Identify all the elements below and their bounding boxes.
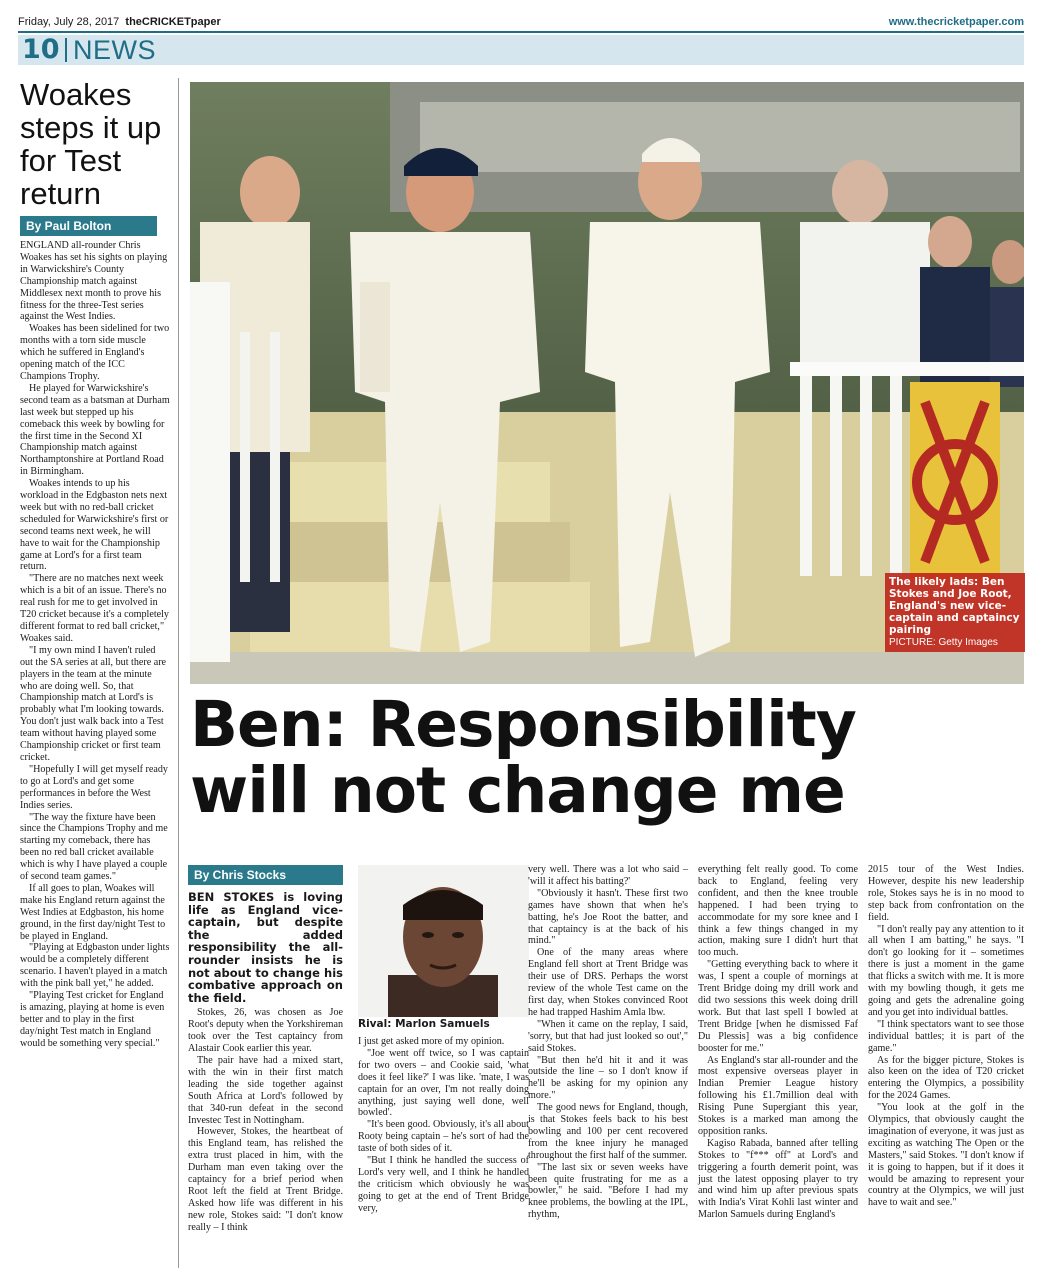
photo-credit: PICTURE: Getty Images: [889, 637, 998, 648]
paragraph: "Playing at Edgbaston under lights would be a completely different scenario. I haven't played in a match with the pink ball yet," he added.: [20, 942, 170, 990]
paragraph: "Joe went off twice, so I was captain for two overs – and Cookie said, 'what does it feel like?' I was like. 'mate, I was captain for an over, I'm not really doing anything, just saying well done, well bowled'.: [358, 1047, 529, 1119]
paragraph: Stokes, 26, was chosen as Joe Root's deputy when the Yorkshireman took over the Test captaincy from Alastair Cook earlier this year.: [188, 1007, 343, 1055]
page-number: 10: [22, 34, 60, 65]
sidebar-body: [20, 240, 170, 1050]
paragraph: "But I think he handled the success of Lord's very well, and I think he handled the criticism which obviously he was going to get at the end of Trent Bridge very,: [358, 1155, 529, 1214]
paragraph: everything felt really good. To come back to England, feeling very confident, and then the knee trouble happened. I had been trying to accommodate for my sore knee and I think a few things changed in my action, making sure I didn't hurt that too much.: [698, 864, 858, 959]
section-divider: [65, 38, 67, 62]
paragraph: As England's star all-rounder and the most expensive overseas player in Indian Premier League history following his £1.7million deal with Rising Pune Supergiant this year, Stokes is a marked man among the opposition ranks.: [698, 1054, 858, 1137]
paragraph: "I my own mind I haven't ruled out the SA series at all, but there are players in the team at the minute who are doing well. So, that Championship match at Lord's is probably what I'm looking towards. You don't just walk back into a Test team without having played some Championship cricket or first team cricket.: [20, 644, 167, 763]
paragraph: "I don't really pay any attention to it all when I am batting," he says. "I don't go looking for it – sometimes there is just a moment in the game that flicks a switch with me. It is more with my bowling though, it gets me going and gets the adrenaline going and you get into individual battles.: [868, 923, 1024, 1018]
publication-name: theCRICKETpaper: [125, 16, 221, 28]
sidebar-headline: Woakes steps it up for Test return: [20, 77, 162, 211]
inset-caption: Rival: Marlon Samuels: [358, 1018, 490, 1030]
paragraph: "There are no matches next week which is a bit of an issue. There's no real rush for me to get involved in T20 cricket because it's a completely different format to red ball cricket," Woakes said.: [20, 573, 169, 644]
paragraph: Woakes intends to up his workload in the Edgbaston nets next week but with no red-ball cricket scheduled for Warwickshire's first or second teams next week, he will have to wait for the Championship game at Lord's for a first team return.: [20, 478, 169, 573]
paragraph: 2015 tour of the West Indies. However, despite his new leadership role, Stokes says he is in no mood to step back from confrontation on the field.: [868, 864, 1024, 923]
main-byline: By Chris Stocks: [188, 865, 343, 885]
paragraph: Woakes has been sidelined for two months with a torn side muscle which he suffered in England's opening match of the ICC Champions Trophy.: [20, 323, 170, 382]
headline-line-2: will not change me: [190, 754, 845, 827]
paragraph: "The last six or seven weeks have been quite frustrating for me as a bowler," he said. "Before I had my knee problems, the bowling at the IPL, rhythm,: [528, 1161, 688, 1221]
paragraph: "Getting everything back to where it was, I spent a couple of mornings at Trent Bridge doing my drill work and did two sessions this week doing drill work. But that last spell I bowled at Trent Bridge [when he dismissed Faf Du Plessis] was a big confidence booster for me.": [698, 959, 858, 1054]
paragraph: If all goes to plan, Woakes will make his England return against the West Indies at Edgbaston, his home ground, in the first day/night Test to be played in England.: [20, 882, 166, 942]
paragraph: He played for Warwickshire's second team as a batsman at Durham last week but stepped up his comeback this week by bowling for the first time in the Second XI Championship match against Northamptonshire at Portland Road in Birmingham.: [20, 382, 170, 478]
column-4: [698, 864, 858, 1221]
paragraph: ENGLAND all-rounder Chris Woakes has set his sights on playing in Warwickshire's County Championship match against Middlesex next month to prove his fitness for the three-Test series against the West Indies.: [20, 240, 168, 323]
paragraph: As for the bigger picture, Stokes is also keen on the idea of T20 cricket entering the Olympics, a possibility for the 2024 Games.: [868, 1054, 1024, 1102]
paragraph: However, Stokes, the heartbeat of this England team, has relished the extra trust placed in him, with the Durham man even taking over the captaincy for a brief period when Root left the field at Trent Bridge. Asked how life was different in his new role, Stokes said: "I don't know really – I think: [188, 1126, 343, 1233]
column-3: [528, 864, 688, 1221]
column-1-text: [188, 1007, 343, 1233]
paragraph: "The way the fixture have been since the Champions Trophy and me starting my comeback, there has been no red ball cricket available which is why I have played a couple of second team games.": [20, 811, 168, 883]
paragraph: The good news for England, though, is that Stokes feels back to his best bowling and 100 per cent recovered from the knee injury he managed throughout the first half of the summer.: [528, 1102, 688, 1161]
paragraph: The pair have had a mixed start, with the win in their first match leading the side together against South Africa at Lord's followed by that 340-run defeat in the second Investec Test in Nottingham.: [188, 1054, 343, 1126]
masthead-rule: [18, 31, 1024, 33]
column-divider: [178, 78, 179, 1268]
paragraph: I just get asked more of my opinion.: [358, 1036, 505, 1047]
paragraph: "When it came on the replay, I said, 'sorry, but that had just looked so out'," said Stokes.: [528, 1018, 688, 1054]
section-name: NEWS: [73, 35, 156, 65]
column-5: [868, 864, 1024, 1209]
inset-photo: [358, 865, 529, 1017]
paragraph: "It's been good. Obviously, it's all about Rooty being captain – he's sort of had the taste of both sides of it.: [358, 1119, 529, 1155]
caption-text: The likely lads: Ben Stokes and Joe Root, England's new vice-captain and captaincy pairing: [889, 576, 1020, 636]
paragraph: Kagiso Rabada, banned after telling Stokes to "f*** off" at Lord's and triggering a fourth demerit point, was just the latest opposing player to try and wind him up after previous spats with India's Virat Kohli last winter and Marlon Samuels during England's: [698, 1137, 858, 1221]
website-url: www.thecricketpaper.com: [888, 16, 1024, 28]
paragraph: very well. There was a lot who said – 'will it affect his batting?': [528, 864, 688, 887]
paragraph: "You look at the golf in the Olympics, that obviously caught the imagination of everyone, it was just as exciting as watching The Open or the Masters," said Stokes. "I don't know if it is going to happen, but if it does it would be amazing to represent your country at the Olympics, we will just have to wait and see.": [868, 1102, 1024, 1209]
paragraph: "But then he'd hit it and it was outside the line – so I don't know if he'll be asking for my opinion any more.": [528, 1054, 688, 1102]
paragraph: "Hopefully I will get myself ready to go at Lord's and get some performances in before the West Indies series.: [20, 763, 168, 811]
paragraph: "I think spectators want to see those individual battles; it is part of the game.": [868, 1018, 1024, 1054]
headline-line-1: Ben: Responsibility: [190, 688, 856, 761]
paragraph: "Playing Test cricket for England is amazing, playing at home is even better and to play in the first day/night Test match in England would be something very special.": [20, 990, 165, 1049]
paragraph: "Obviously it hasn't. These first two games have shown that when he's batting, he's Joe Root the batter, and that captaincy is at the back of his mind.": [528, 887, 688, 947]
section-bar: [18, 35, 1024, 65]
main-headline: [190, 688, 1024, 827]
masthead: [18, 16, 1024, 32]
column-2: [358, 1036, 529, 1215]
issue-date: Friday, July 28, 2017 theCRICKETpaper: [18, 16, 221, 28]
marlon-samuels-photo: [358, 865, 529, 1017]
paragraph: One of the many areas where England fell short at Trent Bridge was their use of DRS. Perhaps the worst review of the whole Test came on the first day, when Stokes convinced Root he had trapped Hashim Amla lbw.: [528, 947, 688, 1018]
column-1: [188, 891, 343, 1234]
standfirst: BEN STOKES is loving life as England vice-captain, but despite the added responsibility the all-rounder insists he is not about to change his combative approach on the field.: [188, 890, 343, 1005]
sidebar-byline: By Paul Bolton: [20, 216, 157, 236]
photo-caption: [885, 573, 1025, 652]
